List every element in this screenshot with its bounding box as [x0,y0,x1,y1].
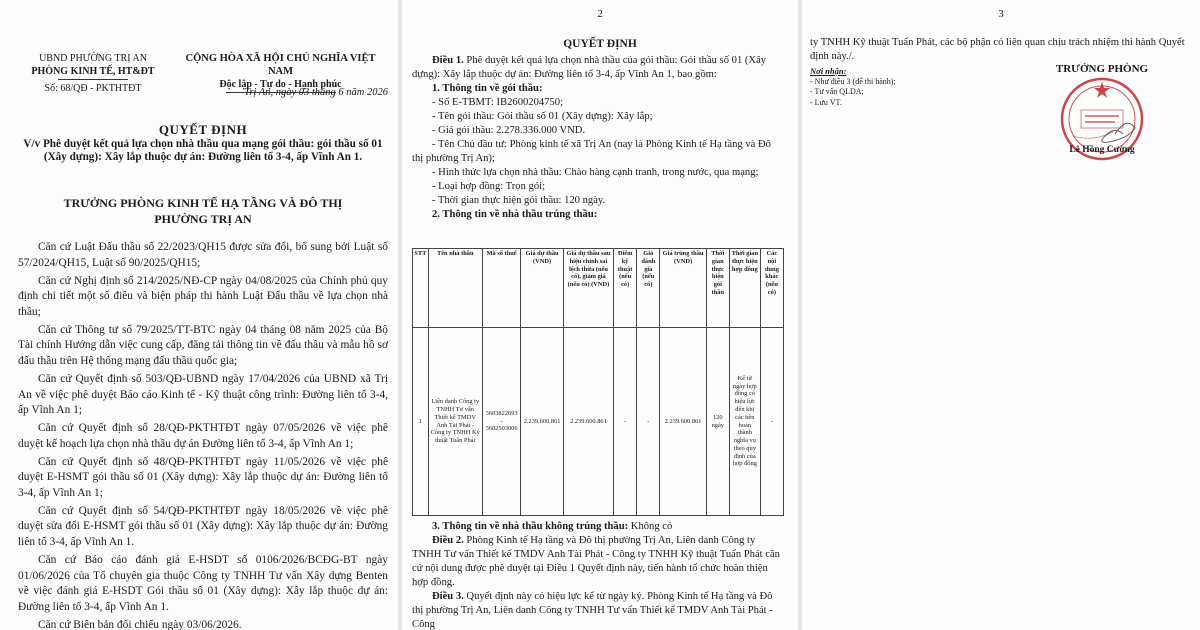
table-cell: - [614,328,637,516]
column-header: Giá đánh giá (nếu có) [637,249,660,328]
recipients-block [810,66,980,108]
article-1 [412,54,784,222]
issuing-agency [18,52,168,95]
column-header: Các nội dung khác (nếu có) [760,249,783,328]
bid-info-item: - Thời gian thực hiện gói thầu: 120 ngày. [432,195,606,206]
section-3-heading: 3. Thông tin về nhà thầu không trúng thầu: [432,521,629,532]
section-2-heading: 2. Thông tin về nhà thầu trúng thầu: [432,209,598,220]
table-row [413,328,784,516]
table-cell: Liên danh Công ty TNHH Tư vấn Thiết kế TMDV Anh Tài Phát - Công ty TNHH Kỹ thuật Tuấn Phát [428,328,482,516]
table-cell: 2.239.600.861 [660,328,706,516]
legal-basis: Căn cứ Thông tư số 79/2025/TT-BTC ngày 04 tháng 08 năm 2025 của Bộ Tài chính Hướng dẫn việc cung cấp, đăng tải thông tin về đấu thầu và mẫu hồ sơ đấu thầu trên Hệ thống mạng đấu thầu quốc gia; [18,323,388,367]
legal-basis: Căn cứ Quyết định số 503/QĐ-UBND ngày 17/04/2026 của UBND xã Trị An về việc phê duyệt Báo cáo Kinh tế - Kỹ thuật công trình: Đường liên tổ 3-4, ấp Vĩnh An 1; [18,372,388,417]
document-title: QUYẾT ĐỊNH [158,122,248,137]
articles-2-3 [412,520,784,630]
column-header: Giá dự thầu sau hiệu chỉnh sai lệch thừa (nếu có), giảm giá (nếu có) (VND) [563,249,613,328]
issuer-block [18,195,388,227]
section-1-heading: 1. Thông tin về gói thầu: [432,83,543,94]
legal-basis: Căn cứ Báo cáo đánh giá E-HSDT số 0106/2026/BCĐG-BT ngày 01/06/2026 của Tổ chuyên gia thuộc Công ty TNHH Tư vấn Xây dựng Benten về việc đánh giá E-HSDT Gói thầu số 01 (Xây dựng): Xây lắp thuộc dự án: Đường liên tổ 3-4, ấp Vĩnh An 1. [18,554,388,613]
table-cell: 2.239.600.861 [563,328,613,516]
bid-info-item: - Tên gói thầu: Gói thầu số 01 (Xây dựng): Xây lắp; [432,111,653,122]
page-number: 3 [998,8,1004,20]
table-cell: 3603822693 - 3602503006 [482,328,521,516]
bid-info-item: - Tên Chủ đầu tư: Phòng kinh tế xã Trị An (nay là Phòng Kinh tế Hạ tầng và Đô thị phường Trị An); [412,139,771,164]
table-cell: 1 [413,328,429,516]
bid-info-item: - Giá gói thầu: 2.278.336.000 VND. [432,125,586,136]
article-3-label: Điều 3. [432,591,464,602]
issuer-line-2: PHƯỜNG TRỊ AN [154,212,252,226]
agency-line-2: PHÒNG KINH TẾ, HT&ĐT [31,66,155,77]
winning-bidder-table [412,248,784,516]
section-3-value: Không có [628,521,673,532]
column-header: Giá trúng thầu (VND) [660,249,706,328]
bid-info-item: - Loại hợp đồng: Trọn gói; [432,181,546,192]
table-cell: - [760,328,783,516]
article-1-label: Điều 1. [432,55,464,66]
article-3-text: Quyết định này có hiệu lực kể từ ngày ký. Phòng Kinh tế Hạ tầng và Đô thị phường Trị An, Liên danh Công ty TNHH Tư vấn Thiết kế TMDV Anh Tài Phát - Công [412,591,773,630]
agency-divider [58,79,128,80]
bid-info-item: - Số E-TBMT: IB2600204750; [432,97,564,108]
legal-basis: Căn cứ Nghị định số 214/2025/NĐ-CP ngày 04/08/2025 của Chính phủ quy định chi tiết một số điều và biện pháp thi hành Luật Đấu thầu về lựa chọn nhà thầu; [18,274,388,318]
recipient-item: - Lưu VT. [810,97,842,107]
bid-info-item: - Hình thức lựa chọn nhà thầu: Chào hàng cạnh tranh, trong nước, qua mạng; [432,167,759,178]
continuation-text: ty TNHH Kỹ thuật Tuấn Phát, các bộ phận có liên quan chịu trách nhiệm thi hành Quyết định này./. [810,37,1185,62]
table-cell: Kể từ ngày hợp đồng có hiệu lực đến khi các bên hoàn thành nghĩa vụ theo quy định của hợp đồng [729,328,760,516]
table-header-row [413,249,784,328]
column-header: Điểm kỹ thuật (nếu có) [614,249,637,328]
document-subject: V/v Phê duyệt kết quả lựa chọn nhà thầu qua mạng gói thầu: gói thầu số 01 (Xây dựng): Xây lắp thuộc dự án: Đường liên tổ 3-4, ấp Vĩnh An 1. [23,138,383,163]
signer-title: TRƯỞNG PHÒNG [1055,63,1149,75]
table-cell: 120 ngày [706,328,729,516]
column-header: STT [413,249,429,328]
column-header: Mã số thuế [482,249,521,328]
document-page-3 [802,0,1200,630]
national-motto: Độc lập - Tự do - Hạnh phúc [219,79,342,90]
column-header: Thời gian thực hiện gói thầu [706,249,729,328]
nation-name: CỘNG HÒA XÃ HỘI CHỦ NGHĨA VIỆT NAM [185,53,376,77]
recipient-item: - Như điều 3 (để thi hành); [810,76,896,86]
article-2-label: Điều 2. [432,535,464,546]
column-header: Thời gian thực hiện hợp đồng [729,249,760,328]
table-cell: - [637,328,660,516]
document-number: Số: 68/QĐ - PKTHTĐT [44,83,142,94]
decision-heading: QUYẾT ĐỊNH [563,38,637,50]
article-1-text: Phê duyệt kết quả lựa chọn nhà thầu của gói thầu: Gói thầu số 01 (Xây dựng): Xây lắp thuộc dự án: Đường liên tổ 3-4, ấp Vĩnh An 1, bao gồm: [412,55,767,80]
recipient-item: - Tư vấn QLDA; [810,87,864,96]
legal-basis: Căn cứ Quyết định số 48/QĐ-PKTHTĐT ngày 11/05/2026 về việc phê duyệt E-HSMT gói thầu số 01 (Xây dựng): Xây lắp thuộc dự án: Đường liên tổ 3-4, ấp Vĩnh An 1; [18,455,388,499]
legal-basis: Căn cứ Biên bản đối chiếu ngày 03/06/2026. [38,618,242,630]
signer-name: Lê Hồng Cường [1069,145,1135,155]
recipients-label: Nơi nhận: [810,66,847,76]
column-header: Giá dự thầu (VND) [521,249,563,328]
legal-basis: Căn cứ Quyết định số 28/QĐ-PKTHTĐT ngày 07/05/2026 về việc phê duyệt kế hoạch lựa chọn nhà thầu dự án Đường liên tổ 3-4, ấp Vĩnh An 1; [18,422,388,450]
legal-bases [18,240,388,630]
article-3-continuation [810,36,1186,64]
agency-line-1: UBND PHƯỜNG TRỊ AN [39,53,147,64]
document-page-2 [402,0,798,630]
document-page-1 [0,0,398,630]
column-header: Tên nhà thầu [428,249,482,328]
table-cell: 2.239.600.861 [521,328,563,516]
place-date: Trị An, ngày 03 tháng 6 năm 2026 [244,87,388,98]
page-number: 2 [597,8,603,20]
legal-basis: Căn cứ Quyết định số 54/QĐ-PKTHTĐT ngày 18/05/2026 về việc phê duyệt sửa đổi E-HSMT gói thầu số 01 (Xây dựng): Xây lắp thuộc dự án: Đường liên tổ 3-4, ấp Vĩnh An 1. [18,504,388,549]
legal-basis: Căn cứ Luật Đấu thầu số 22/2023/QH15 được sửa đổi, bổ sung bởi Luật số 57/2024/QH15, Luật số 90/2025/QH15; [18,241,388,269]
article-2-text: Phòng Kinh tế Hạ tầng và Đô thị phường Trị An, Liên danh Công ty TNHH Tư vấn Thiết kế TMDV Anh Tài Phát - Công ty TNHH Kỹ thuật Tuấn Phát căn cứ nội dung được phê duyệt tại Điều 1 Quyết định này, tiến hành tổ chức hoàn thiện hợp đồng. [412,535,780,588]
issuer-line-1: TRƯỞNG PHÒNG KINH TẾ HẠ TẦNG VÀ ĐÔ THỊ [63,196,343,210]
